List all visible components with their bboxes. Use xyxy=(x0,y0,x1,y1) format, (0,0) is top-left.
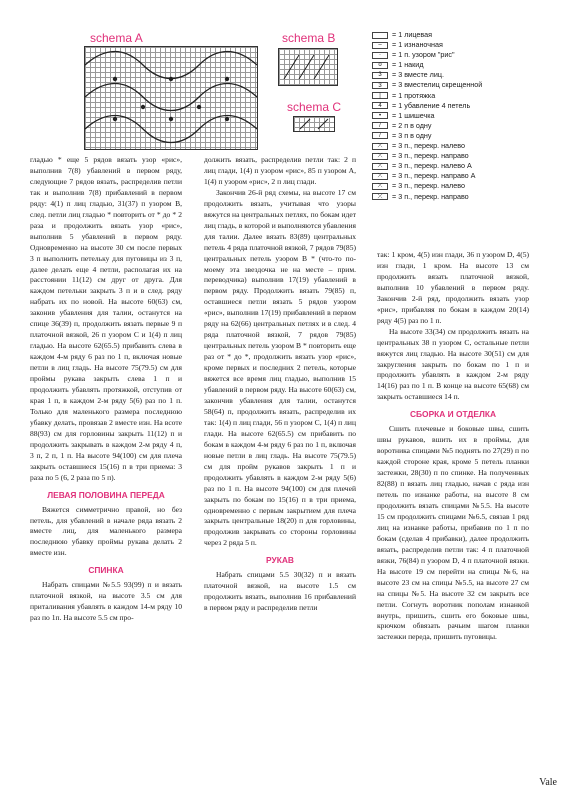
schema-c-chart xyxy=(293,116,335,132)
legend-item xyxy=(372,121,562,131)
legend-label: = 3 вместе лиц. xyxy=(392,70,444,80)
legend-item xyxy=(372,181,562,191)
brand-footer: Vale xyxy=(539,777,557,788)
schema-a-title: schema A xyxy=(90,31,143,45)
legend-label: = 3 п., перекр. направо xyxy=(392,151,469,161)
legend-symbol-icon: 3 xyxy=(372,82,388,89)
symbol-legend xyxy=(372,30,562,202)
legend-item xyxy=(372,192,562,202)
legend-item xyxy=(372,40,562,50)
legend-item xyxy=(372,30,562,40)
paragraph: гладью * еще 5 рядов вязать узор «рис», выполнив 7(8) убавлений в первом ряду, следующие 7 рядов вязать, распределив петли так и выполнив 7(8) прибавлений в первом ряду: 4(1) п лиц гладью, 31(37) п узором В, след. петли лиц гладью * повторить от * до * 2 раза и продолжить вязать узор «рис», выполнив 5 убавлений в первом ряду. Одновременно на высоте 30 см после первых 3 п выполнить петельку для пуговицы из 3 п, далее делать еще 4 петли, располагая их на расстоянии 11(12) см друг от друга. Для каждом петельки закрыть 3 п и в след. ряду набрать их по новой. На высоте 60(63) см, законив убавления для талии, останутся на спице 36(39) п, продолжить вязать первые 9 п платочной вязкой, 26 п узором С и 1(4) п лиц гладью. На высоте 62(65.5) прибавить слева в каждом 4-м ряду 6 раз по 1 п, включая новые петли в лиц гладь. На высоте 75(79.5) см для проймы рукава закрыть слева 1 п и продолжить убавлять протяжкой, отступив от края 1 п, в каждом 2-м ряду 5(6) раз по 1 п. Только для маленького размера последнюю убавку делать, провязав 2 вместе изн. На всоте 88(93) см для горловины закрыть 11(12) п и продолжить закрывать в каждом 2-м ряду 4 п, 3 п, 2 п, 1 п. На высоте 94(100) см для плеча закрыть оставшиеся 15(16) п в три приема: 3 раза по 5 (6, 2 раза по 5 п). xyxy=(30,155,182,482)
legend-label: = 1 п. узором "рис" xyxy=(392,50,455,60)
legend-label: = 2 п в одну xyxy=(392,120,432,130)
schema-b-chart xyxy=(278,48,338,86)
legend-label: = 1 лицевая xyxy=(392,30,433,39)
text-column-2 xyxy=(204,155,356,614)
legend-symbol-icon: • xyxy=(372,112,388,119)
legend-symbol-icon: · xyxy=(372,52,388,59)
legend-item xyxy=(372,70,562,80)
legend-item xyxy=(372,111,562,121)
paragraph: Вяжется симметрично правой, но без петель, для убавлений в начале ряда вязать 2 вместе лиц, для маленького размера последнюю убавку проймы рукава делать 2 вместе изн. xyxy=(30,504,182,558)
legend-symbol-icon: o xyxy=(372,62,388,69)
legend-item xyxy=(372,171,562,181)
legend-label: = 1 убавление 4 петель xyxy=(392,100,471,110)
legend-item xyxy=(372,141,562,151)
legend-label: = 3 п в одну xyxy=(392,130,432,140)
legend-symbol-icon: ⤫ xyxy=(372,143,388,150)
schema-b-cable-lines xyxy=(279,49,337,85)
text-column-3 xyxy=(377,250,529,643)
paragraph: На высоте 33(34) см продолжить вязать на центральных 38 п узором С, остальные петли вяжутся лиц гладью. На высоте 30(51) см для закругления закрыть по бокам по 1 п и продолжить убавлять в каждом 2-м ряду 14(16) раз по 1 п. В конце на высоте 65(68) см закрыть оставшиеся 14 п. xyxy=(377,326,529,402)
legend-label: = 3 п., перекр. налево xyxy=(392,181,465,191)
paragraph: Закончив 26-й ряд схемы, на высоте 17 см продолжить вязать, учитывая что узоры вяжутся на центральных петлях, по бокам идет лиц гладь, в которой и выполняются убавления для талии. Далее вязать 83(89) центральных петель 4 ряда платочной вязкой, 7 рядов 79(85) центральных петель узором В * (что-то по-моему эта звездочка не на месте – прим. переводчика) выполнив 17(19) убавлений в первом ряду. Продолжить вязать 79(85) п, оставшиеся петли вязать 5 рядов узором «рис», выполнив 17(19) прибавлений в первом ряду на 62(66) центральных петлях и в след. 4 ряда платочной вязкой, 7 рядов 79(85) центральных петель узором В * повторить еще раз от * до *, продолжить вязать узор «рис», кроме первых и последних 2 петель, которые вяжется все время лиц гладью, выполнив 15 убавлений в первом ряду. На высоте 60(63) см, закончив убавления для талии, останутся 58(64) п, продолжить вязать, распределив их так: 1(4) п лиц глади, 56 п узором С, 1(4) п лиц глади. На высоте 62(65.5) см прибавить по бокам в каждом 4-м ряду 6 раз по 1 п, включая новые петли в лиц гладь. На высоте 75(79.5) см для пройм рукавов закрыть 1 п и продолжить убавлять в каждом 2-м ряду 5(6) раз по 1 п. На высоте 94(100) см для плечей закрыть по бокам по 15(16) п в три приема, одновременно с первым закрытием для плеча закрыть центральные 18(20) п для горловины, продолжив закрывать со стороны горловины через 2 ряда 5 п. xyxy=(204,187,356,548)
legend-symbol-icon: 3 xyxy=(372,72,388,79)
text-column-1 xyxy=(30,155,182,624)
legend-item xyxy=(372,50,562,60)
paragraph: так: 1 кром, 4(5) изн глади, 36 п узором D, 4(5) изн глади, 1 кром. На высоте 13 см продолжить вязать платочной вязкой, выполнив 10 убавлений в первом ряду. Закончив 2-й ряд, продолжить вязать узор «рис», прибавляя по бокам в каждом 20(14) ряду 4(5) раз по 1 п. xyxy=(377,250,529,325)
section-heading-assembly: СБОРКА И ОТДЕЛКА xyxy=(409,409,496,420)
schema-a-chart xyxy=(84,46,258,150)
section-heading-back: СПИНКА xyxy=(88,565,124,576)
schema-c-title: schema C xyxy=(287,100,342,114)
legend-label: = 1 протяжка xyxy=(392,90,436,100)
legend-symbol-icon: ⤫ xyxy=(372,163,388,170)
section-heading-sleeve: РУКАВ xyxy=(266,555,294,566)
legend-symbol-icon: – xyxy=(372,42,388,49)
legend-label: = 1 шишечка xyxy=(392,110,435,120)
legend-symbol-icon: ⤫ xyxy=(372,173,388,180)
legend-symbol-icon: ⤫ xyxy=(372,193,388,200)
legend-item xyxy=(372,161,562,171)
legend-item xyxy=(372,101,562,111)
legend-item xyxy=(372,91,562,101)
schema-c-cable-lines xyxy=(294,117,334,131)
legend-symbol-icon: / xyxy=(372,132,388,139)
paragraph: Сшить плечевые и боковые швы, сшить швы рукавов, вшить их в проймы, для воротника спицами №5 поднять по 27(29) п по каждой стороне края, кроме 5 петель планки застежки, 28(30) п по спинке. На полученных 82(88) п вязать лиц гладью, начав с ряда изн петель по изнанке работы, на высоте 8 см продолжить вязать спицами №5.5. На высоте 15 см продолжить спицами №6.5, связав 1 ряд лиц на изнанке работы, прибавив по 1 п по бокам (сделав 4 прибавки), далее продолжить вязать, распределив петли так: 4 п платочной вязки, 76(84) п узором D, 4 п платочной вязки. На высоте 19 см перейти на спицы №6, на высоте 23 см на спицы №5.5, на высоте 27 см на спицы №5. На высоте 32 см закрыть все петли. Согнуть воротник пополам изнанкой внутрь, пришить, сшить его боковые швы, крючком обвязать рачьим шагом планки застежки переда, пришить пуговицы. xyxy=(377,424,529,642)
legend-item xyxy=(372,60,562,70)
legend-symbol-icon xyxy=(372,32,388,39)
section-heading-left-front: ЛЕВАЯ ПОЛОВИНА ПЕРЕДА xyxy=(47,489,165,500)
paragraph: должить вязать, распределив петли так: 2 п лиц глади, 1(4) п узором «рис», 85 п узором А, 1(4) п узором «рис», 2 п лиц глади. xyxy=(204,155,356,186)
paragraph: Набрать спицами 5.5 30(32) п и вязать платочной вязкой, на высоте 1.5 см продолжить вязать, выполнив 16 прибавлений в первом ряду и распределив петли xyxy=(204,570,356,613)
legend-symbol-icon: ⤫ xyxy=(372,183,388,190)
paragraph: Набрать спицами №5.5 93(99) п и вязать платочной вязкой, на высоте 3.5 см для приталивания убавлять в каждом 14-м ряду 10 раз по 1п. На высоте 5.5 см про- xyxy=(30,580,182,623)
legend-symbol-icon: 4 xyxy=(372,102,388,109)
legend-label: = 1 накид xyxy=(392,60,424,70)
legend-symbol-icon: ⤫ xyxy=(372,153,388,160)
legend-item xyxy=(372,131,562,141)
legend-label: = 3 п., перекр. направо А xyxy=(392,171,476,181)
legend-label: = 3 вместелиц скрещенной xyxy=(392,80,483,90)
schema-a-cable-lines xyxy=(85,47,257,149)
schema-b-title: schema B xyxy=(282,31,336,45)
legend-label: = 3 п., перекр. направо xyxy=(392,191,469,201)
legend-label: = 3 п., перекр. налево А xyxy=(392,161,472,171)
legend-label: = 1 изнаночная xyxy=(392,40,443,50)
legend-label: = 3 п., перекр. налево xyxy=(392,141,465,151)
legend-symbol-icon: | xyxy=(372,92,388,99)
legend-symbol-icon: / xyxy=(372,122,388,129)
legend-item xyxy=(372,151,562,161)
legend-item xyxy=(372,80,562,90)
